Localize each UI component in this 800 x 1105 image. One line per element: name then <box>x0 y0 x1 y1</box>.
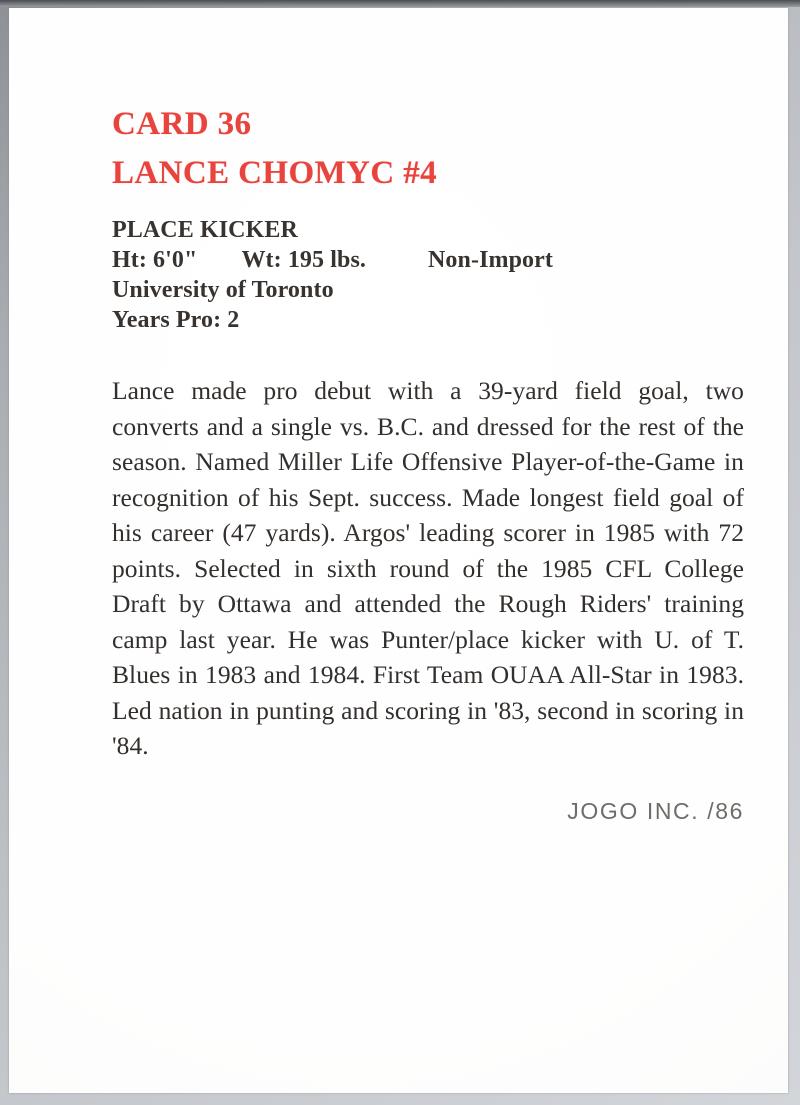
measurements-row <box>112 245 744 275</box>
scan-top-edge-shadow <box>0 0 800 7</box>
player-vitals-block <box>112 215 744 335</box>
weight-value: Wt: 195 lbs. <box>241 247 366 273</box>
card-content-area <box>9 8 788 1093</box>
position-label: PLACE KICKER <box>112 217 298 243</box>
position-row <box>112 215 744 245</box>
player-name-heading: LANCE CHOMYC #4 <box>112 155 437 191</box>
publisher-credit: JOGO INC. /86 <box>567 797 744 824</box>
university-row <box>112 275 744 305</box>
trading-card-back <box>9 8 788 1093</box>
university-value: University of Toronto <box>112 277 334 303</box>
height-value: Ht: 6'0" <box>112 247 198 273</box>
years-pro-value: Years Pro: 2 <box>112 307 240 333</box>
import-status-value: Non-Import <box>428 247 553 273</box>
years-pro-row <box>112 305 744 335</box>
card-heading-block <box>112 100 744 198</box>
player-biography-text: Lance made pro debut with a 39-yard field goal, two converts and a single vs. B.C. and dressed for the rest of the season. Named Miller Life Offensive Player-of-the-Game in recognition of his Sept. success. Made longest field goal of his career (47 yards). Argos' leading scorer in 1985 with 72 points. Selected in sixth round of the 1985 CFL College Draft by Ottawa and attended the Rough Riders' training camp last year. He was Punter/place kicker with U. of T. Blues in 1983 and 1984. First Team OUAA All-Star in 1983. Led nation in punting and scoring in '83, second in scoring in '84. <box>112 376 744 760</box>
text-column <box>112 100 744 825</box>
card-number-heading: CARD 36 <box>112 106 252 142</box>
